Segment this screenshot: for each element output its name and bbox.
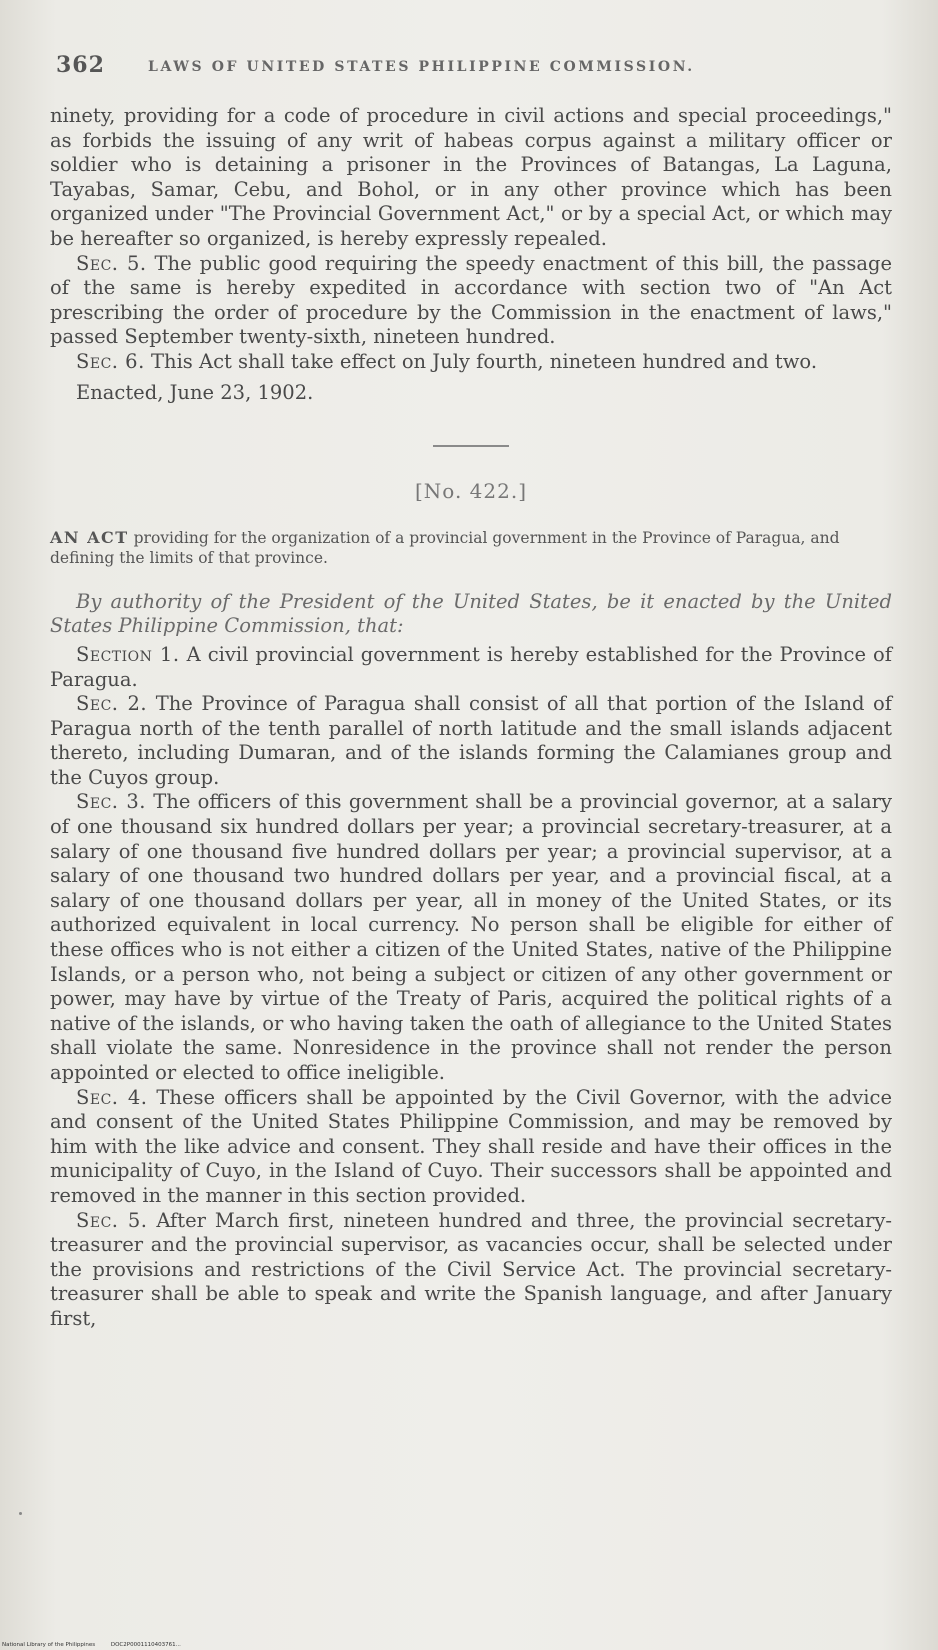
act-number: [No. 422.] — [414, 479, 528, 504]
footer-identifier: DOC2P0001110403761... — [110, 1642, 181, 1648]
divider-rule — [433, 445, 509, 447]
footer-library: National Library of the Philippines — [2, 1642, 96, 1648]
section-text: The officers of this government shall be a provincial governor, at a salary of one thousand six hundred dollars per year; a provincial secretary-treasurer, at a salary of one thousand five hundred dollars per year; a provincial supervisor, at a salary of one thousand two hundred dollars per year, and a provincial fiscal, at a salary of one thousand dollars per year, all in money of the United States, or its authorized equivalent in local currency. No person shall be eligible for either of these offices who is not either a citizen of the United States, native of the Philippine Islands, or a person who, not being a subject or citizen of any other government or power, may have by virtue of the Treaty of Paris, acquired the political rights of a native of the islands, or who having taken the oath of allegiance to the United States shall violate the same. Nonresidence in the province shall not render the person appointed or elected to office ineligible. — [50, 790, 892, 1084]
section-3 — [50, 790, 892, 1085]
section-5-previous — [50, 252, 892, 350]
scan-footer — [2, 1642, 195, 1648]
section-text: After March first, nineteen hundred and three, the provincial secretary-treasurer and the provincial supervisor, as vacancies occur, shall be selected under the provisions and restrictions of the Civil Service Act. The provincial secretary-treasurer shall be able to speak and write the Spanish language, and after January first, — [50, 1208, 892, 1330]
act-title-lead: AN ACT — [50, 527, 129, 547]
section-5 — [50, 1209, 892, 1332]
section-label: Section 1. — [76, 642, 180, 666]
section-text: A civil provincial government is hereby established for the Province of Paragua. — [50, 642, 892, 691]
page-body — [50, 104, 892, 1332]
enacted-date: Enacted, June 23, 1902. — [76, 380, 314, 404]
page-header — [56, 52, 846, 78]
section-label: Sec. 5. — [76, 1208, 148, 1232]
section-1 — [50, 643, 892, 692]
section-label: Sec. 6. — [76, 349, 145, 373]
section-6-previous — [50, 350, 892, 375]
section-text: The public good requiring the speedy enactment of this bill, the passage of the same is hereby expedited in accordance with section two of "An Act prescribing the order of procedure by the Commission in the enactment of laws," passed September twenty-sixth, nineteen hundred. — [50, 251, 892, 349]
continuation-paragraph: ninety, providing for a code of procedure in civil actions and special proceedings," as forbids the issuing of any writ of habeas corpus against a military officer or soldier who is detaining a prisoner in the Provinces of Batangas, La Laguna, Tayabas, Samar, Cebu, and Bohol, or in any other province which has been organized under "The Provincial Government Act," or by a special Act, or which may be hereafter so organized, is hereby expressly repealed. — [50, 104, 892, 250]
section-label: Sec. 3. — [76, 790, 146, 814]
section-text: These officers shall be appointed by the Civil Governor, with the advice and consent of the United States Philippine Commission, and may be removed by him with the like advice and consent. They shall reside and have their offices in the municipality of Cuyo, in the Island of Cuyo. Their successors shall be appointed and removed in the manner in this section provided. — [50, 1085, 893, 1207]
section-4 — [50, 1086, 892, 1209]
section-text: This Act shall take effect on July fourth, nineteen hundred and two. — [151, 349, 818, 373]
section-2 — [50, 692, 892, 790]
enacting-clause: By authority of the President of the United States, be it enacted by the United States Philippine Commission, that: — [50, 589, 892, 638]
section-label: Sec. 2. — [76, 692, 148, 716]
section-label: Sec. 4. — [76, 1085, 148, 1109]
page-number: 362 — [56, 52, 105, 78]
running-head: LAWS OF UNITED STATES PHILIPPINE COMMISSION. — [148, 59, 695, 75]
section-label: Sec. 5. — [76, 251, 147, 275]
speck-mark — [19, 1512, 22, 1515]
act-title — [50, 528, 892, 568]
section-text: The Province of Paragua shall consist of all that portion of the Island of Paragua north of the tenth parallel of north latitude and the small islands adjacent thereto, including Dumaran, and of the islands forming the Calamianes group and the Cuyos group. — [50, 692, 892, 789]
act-title-text: providing for the organization of a provincial government in the Province of Paragua, and defining the limits of that province. — [50, 528, 840, 567]
